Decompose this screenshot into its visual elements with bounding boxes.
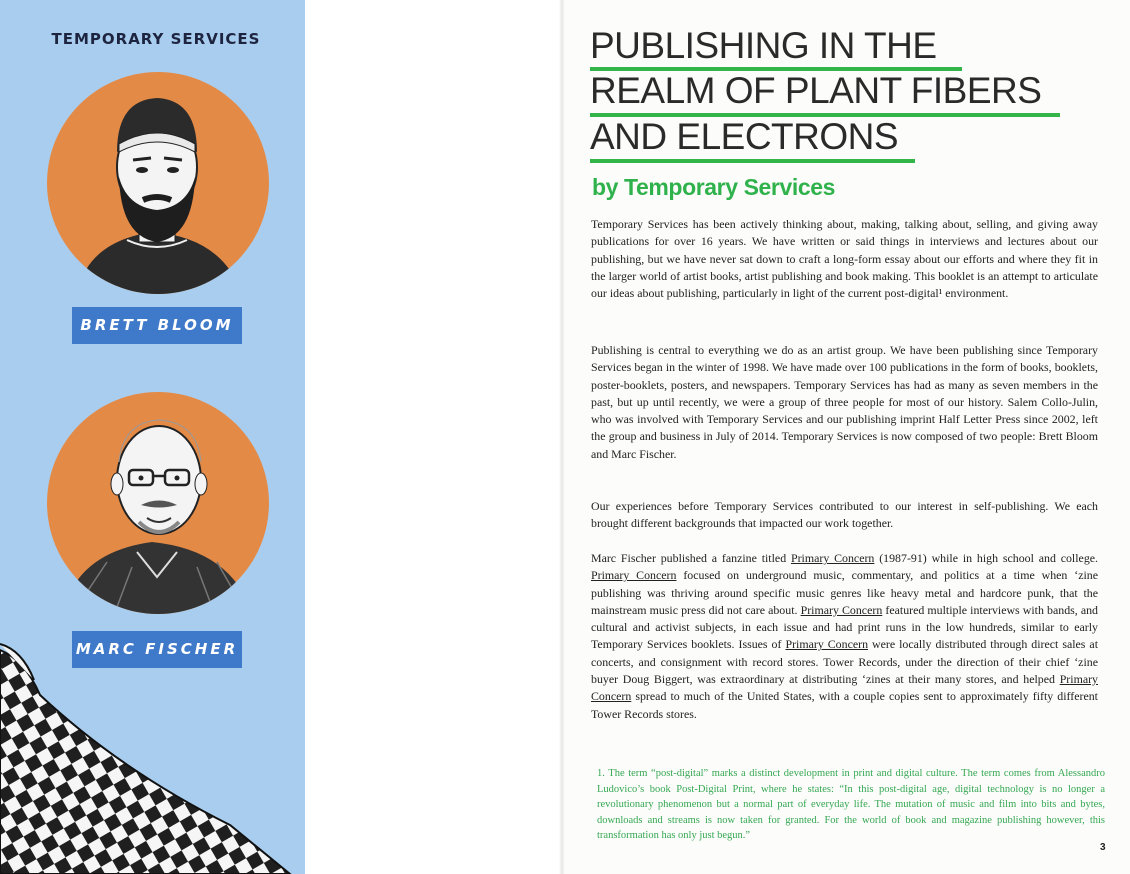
portrait-brett-bloom	[47, 72, 269, 294]
paragraph-4-text-c: focused on underground music, commentary, and politics at a time when ‘zine publishing was thriving around specific music genres like heavy metal and hardcore punk, that the mainstream music press did not care about.	[591, 568, 1099, 617]
title-underline-3	[590, 159, 915, 163]
zine-title-ref: Primary Concern	[785, 637, 869, 652]
name-label-marc: MARC FISCHER	[72, 631, 242, 668]
paragraph-4-text-f: spread to much of the United States, with a couple copies sent to approximately fifty different Tower Records stores.	[591, 689, 1098, 721]
zine-title-ref: Primary Concern	[790, 551, 875, 565]
plaid-arm-illustration	[0, 640, 305, 874]
page-number: 3	[1100, 842, 1106, 853]
footnote: 1. The term “post-digital” marks a distinct development in print and digital culture. The term comes from Alessandro Ludovico’s book Post-Digital Print, where he states: “In this post-digital age, digital technology is no longer a revolutionary phenomenon but a normal part of everyday life. The mutation of music and film into bits and bytes, downloads and streams is now taken for granted. For the world of book and magazine publishing however, this transformation has only just begun.”	[597, 768, 1105, 841]
left-page-panel	[0, 0, 305, 874]
name-label-brett: BRETT BLOOM	[72, 307, 242, 344]
portrait-illustration-2	[47, 392, 269, 614]
paragraph-4	[591, 550, 1098, 723]
paragraph-4-text-b: (1987-91) while in high school and college.	[874, 551, 1099, 565]
title-line-2: REALM OF PLANT FIBERS	[590, 70, 1042, 111]
title-line-3: AND ELECTRONS	[590, 116, 899, 157]
paragraph-4-text-d: featured multiple interviews with bands, and cultural and activist subjects, in each issue and had print runs in the low hundreds, similar to early Temporary Services booklets. Issues of	[591, 602, 1099, 652]
zine-title-ref: Primary Concern	[591, 672, 1098, 704]
zine-title-ref: Primary Concern	[800, 602, 883, 617]
paragraph-2: Publishing is central to everything we do as an artist group. We have been publishing since Temporary Services began in the winter of 1998. We have made over 100 publications in the form of books, booklets, poster-booklets, posters, and newspapers. Temporary Services has had as many as seven members in the past, but up until recently, we were a group of three people for most of our history. Salem Collo-Julin, who was involved with Temporary Services and our publishing imprint Half Letter Press since 2002, left the group and business in July of 2014. Temporary Services is now composed of two people: Brett Bloom and Marc Fischer.	[591, 343, 1098, 461]
paragraph-4-text-e: were locally distributed through direct sales at concerts, and consignment with record stores. Tower Records, under the direction of their chief ‘zine buyer Doug Biggert, was extraordinary at distributing ‘zines at their many stores, and helped	[591, 637, 1099, 687]
portrait-illustration-1	[47, 72, 269, 294]
paragraph-1: Temporary Services has been actively thinking about, making, talking about, selling, and giving away publications for over 16 years. We have written or said things in interviews and lectures about our publishing, but we have never sat down to craft a long-form essay about our efforts and where they fit in the larger world of artist books, artist publishing and book making. This booklet is an attempt to articulate our ideas about publishing, particularly in light of the current post-digital¹ environment.	[591, 217, 1098, 301]
zine-title-ref: Primary Concern	[591, 568, 677, 583]
byline: by Temporary Services	[592, 174, 836, 200]
paragraph-4-text-a: Marc Fischer published a fanzine titled	[591, 551, 791, 565]
paragraph-3: Our experiences before Temporary Services contributed to our interest in self-publishing. We each brought different backgrounds that impacted our work together.	[591, 499, 1098, 531]
blank-page-margin	[305, 0, 562, 874]
org-name-heading: TEMPORARY SERVICES	[51, 30, 261, 48]
title-line-1: PUBLISHING IN THE	[590, 25, 937, 66]
portrait-marc-fischer	[47, 392, 269, 614]
